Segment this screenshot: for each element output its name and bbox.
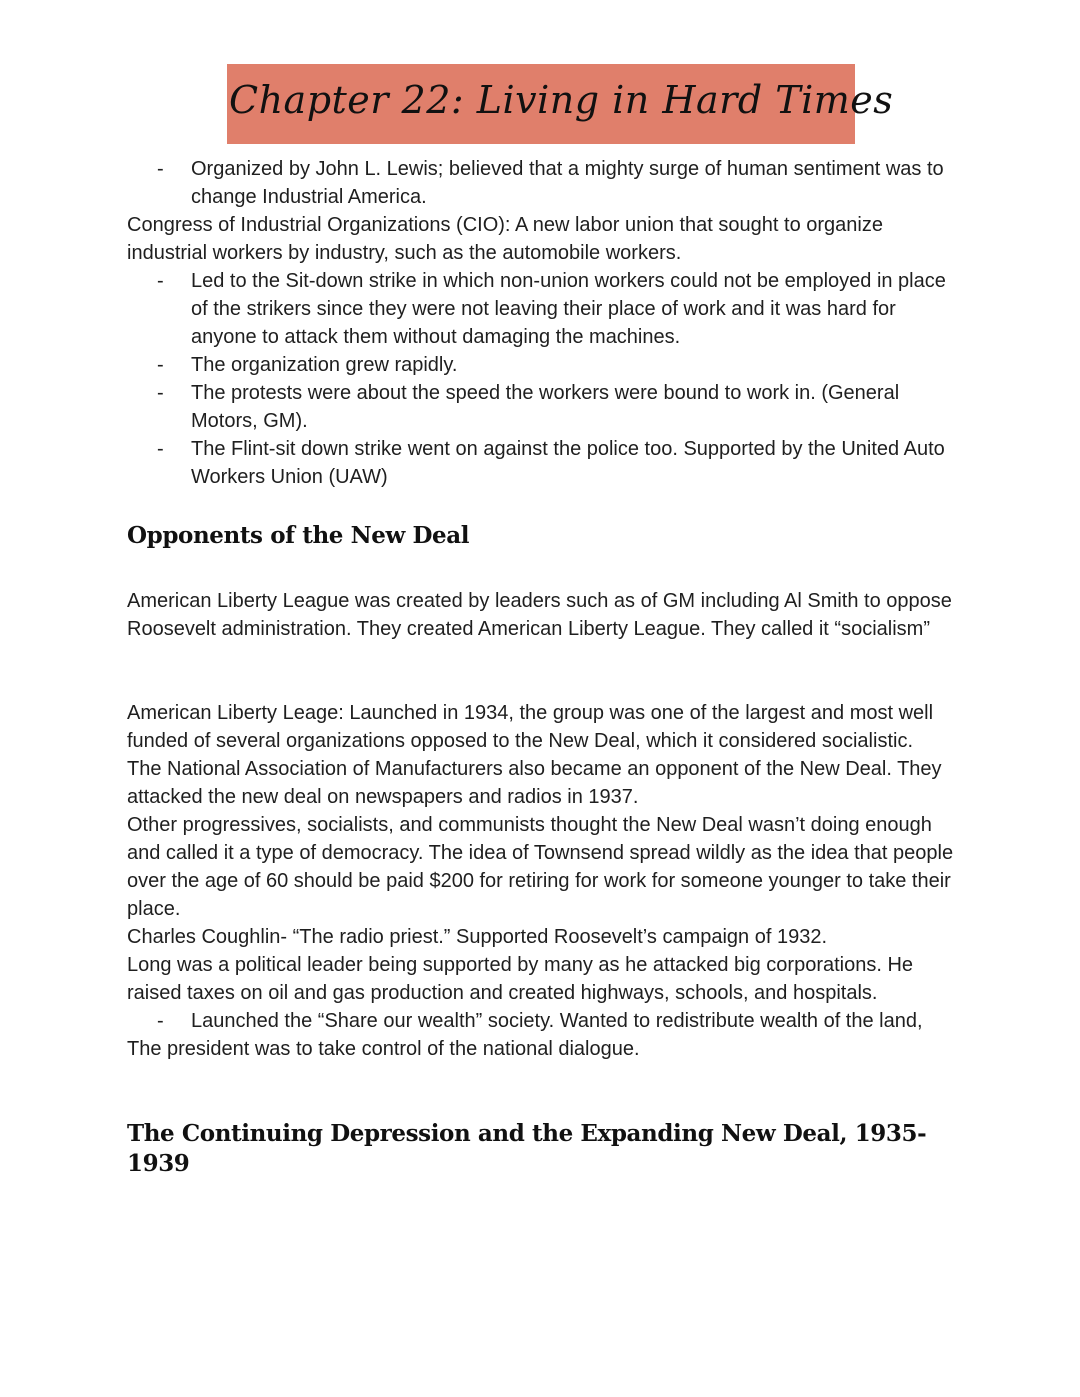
- bullet-text: The protests were about the speed the workers were bound to work in. (General Motors, GM).: [191, 382, 900, 432]
- coughlin-paragraph: Charles Coughlin- “The radio priest.” Supported Roosevelt’s campaign of 1932.: [127, 926, 828, 948]
- bullet-dash: -: [157, 438, 164, 460]
- bullet-item: [127, 379, 957, 435]
- chapter-title-banner: [227, 64, 894, 144]
- bullet-text: The Flint-sit down strike went on against the police too. Supported by the United Auto Workers Union (UAW): [191, 438, 945, 488]
- cio-paragraph: Congress of Industrial Organizations (CIO): A new labor union that sought to organize industrial workers by industry, such as the automobile workers.: [127, 214, 883, 264]
- spacer: [127, 551, 957, 587]
- bullet-dash: -: [157, 1010, 164, 1032]
- notes-content: [127, 155, 957, 1179]
- chapter-title: Chapter 22: Living in Hard Times: [229, 78, 894, 122]
- bullet-text: Organized by John L. Lewis; believed that a mighty surge of human sentiment was to change Industrial America.: [191, 158, 944, 208]
- bullet-item: [127, 267, 957, 351]
- bullet-item: [127, 435, 957, 491]
- spacer: [127, 491, 957, 521]
- bullet-dash: -: [157, 354, 164, 376]
- bullet-text: The organization grew rapidly.: [191, 354, 458, 376]
- bullet-text: Led to the Sit-down strike in which non-union workers could not be employed in place of the strikers since they were not leaving their place of work and it was hard for anyone to attack them without damaging the machines.: [191, 270, 946, 348]
- liberty-league-paragraph: American Liberty League was created by leaders such as of GM including Al Smith to oppose Roosevelt administration. They created American Liberty League. They called it “socialism”: [127, 590, 952, 640]
- bullet-item: [127, 155, 957, 211]
- president-paragraph: The president was to take control of the national dialogue.: [127, 1038, 640, 1060]
- spacer: [127, 1063, 957, 1119]
- manufacturers-paragraph: The National Association of Manufacturers also became an opponent of the New Deal. They attacked the new deal on newspapers and radios in 1937.: [127, 758, 942, 808]
- continuing-depression-heading: The Continuing Depression and the Expanding New Deal, 1935-1939: [127, 1120, 927, 1177]
- bullet-dash: -: [157, 270, 164, 292]
- long-paragraph: Long was a political leader being supported by many as he attacked big corporations. He raised taxes on oil and gas production and created highways, schools, and hospitals.: [127, 954, 914, 1004]
- opponents-heading: Opponents of the New Deal: [127, 522, 470, 549]
- bullet-dash: -: [157, 382, 164, 404]
- spacer: [127, 643, 957, 699]
- bullet-dash: -: [157, 158, 164, 180]
- bullet-text: Launched the “Share our wealth” society. Wanted to redistribute wealth of the land,: [191, 1010, 923, 1032]
- liberty-leage-paragraph: American Liberty Leage: Launched in 1934, the group was one of the largest and most well funded of several organizations opposed to the New Deal, which it considered socialistic.: [127, 702, 934, 752]
- progressives-paragraph: Other progressives, socialists, and communists thought the New Deal wasn’t doing enough and called it a type of democracy. The idea of Townsend spread wildly as the idea that people over the age of 60 should be paid $200 for retiring for work for someone younger to take their place.: [127, 814, 954, 920]
- bullet-item: [127, 1007, 957, 1035]
- bullet-item: [127, 351, 957, 379]
